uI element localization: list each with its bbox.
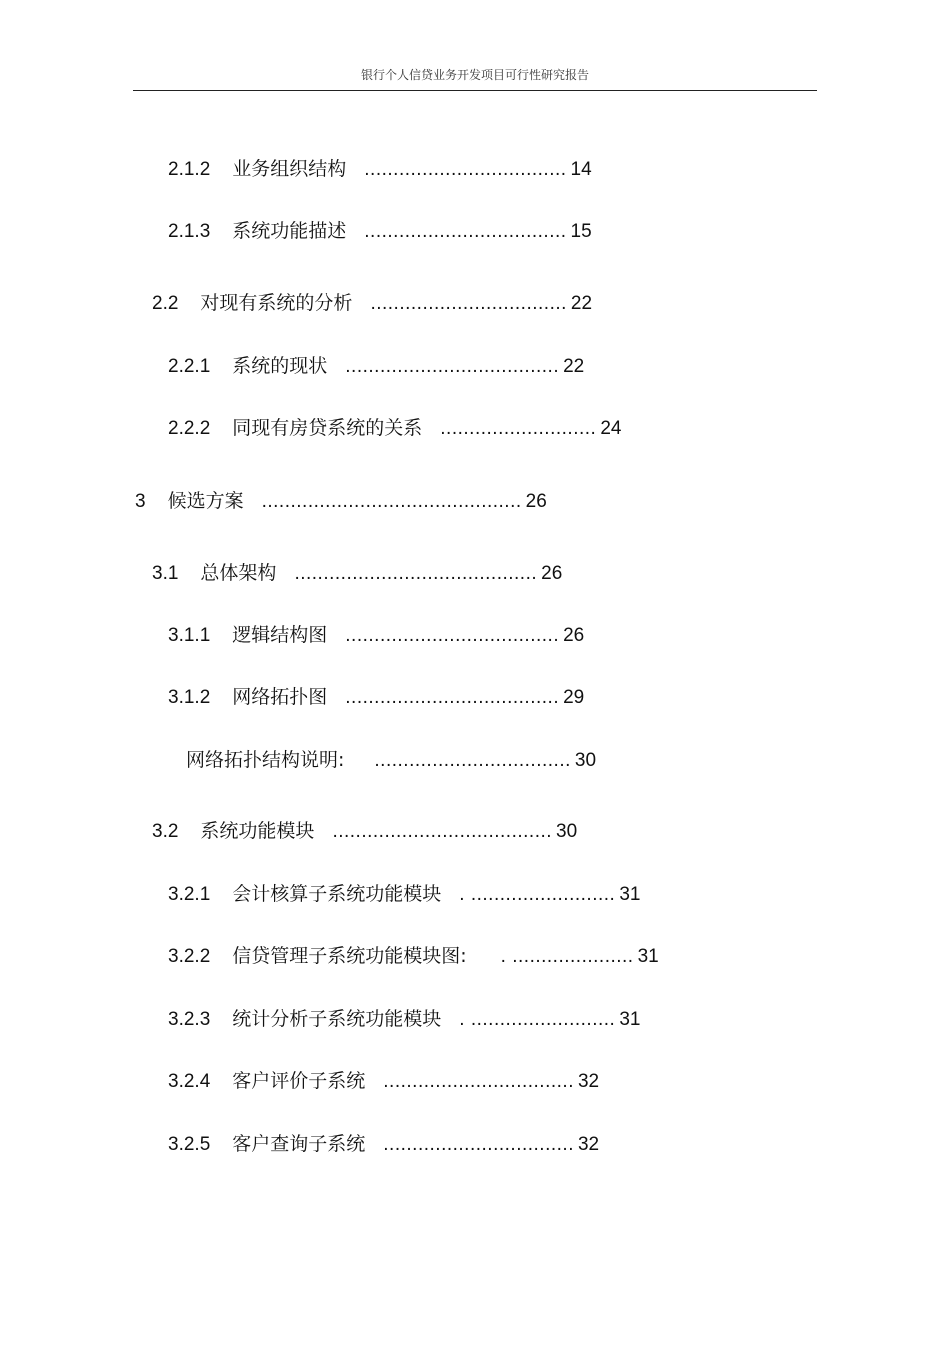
toc-leader: . ..................... [500,946,634,967]
toc-entry[interactable] [152,561,562,586]
toc-number: 2.1.2 [168,159,211,180]
header-divider [133,90,817,91]
toc-page-number: 30 [574,750,597,771]
toc-title: 网络拓扑图 [232,686,328,708]
toc-page-number: 31 [619,884,641,905]
toc-page-number: 30 [556,821,578,842]
toc-title: 同现有房贷系统的关系 [232,417,423,439]
toc-leader: ..................................... [345,625,560,646]
toc-leader: .................................. [374,750,571,771]
toc-leader: ................................... [364,159,567,180]
toc-entry[interactable] [168,1069,599,1094]
running-header-title: 银行个人信贷业务开发项目可行性研究报告 [360,68,589,82]
toc-page-number: 14 [570,159,592,180]
toc-title: 对现有系统的分析 [200,292,353,314]
toc-number: 2.2 [152,293,179,314]
toc-entry[interactable] [168,685,584,710]
toc-leader: . ......................... [459,884,616,905]
toc-number: 2.1.3 [168,221,211,242]
toc-title: 网络拓扑结构说明: [186,749,345,771]
toc-page-number: 26 [525,491,547,512]
toc-page-number: 15 [570,221,592,242]
toc-title: 业务组织结构 [232,158,347,180]
toc-number: 3 [135,491,146,512]
toc-number: 3.1 [152,563,179,584]
toc-page-number: 22 [563,356,585,377]
toc-entry[interactable] [168,944,659,969]
toc-leader: ...................................... [332,821,553,842]
toc-title: 系统功能描述 [232,220,347,242]
toc-page-number: 32 [577,1134,600,1155]
toc-entry[interactable] [152,291,592,316]
toc-page-number: 26 [541,563,563,584]
toc-page-number: 29 [563,687,585,708]
toc-number: 2.2.1 [168,356,211,377]
toc-number: 3.1.2 [168,687,211,708]
toc-leader: .................................. [370,293,567,314]
toc-entry[interactable] [168,354,584,379]
toc-leader: ............................................. [261,491,522,512]
toc-leader: ................................. [383,1071,574,1092]
toc-title: 系统的现状 [232,355,328,377]
toc-title: 信贷管理子系统功能模块图: [232,945,467,967]
toc-entry[interactable] [168,157,592,182]
toc-number: 3.2.5 [168,1134,211,1155]
toc-title: 客户查询子系统 [232,1133,366,1155]
toc-page-number: 31 [619,1009,641,1030]
toc-number: 3.2 [152,821,179,842]
toc-leader: ..................................... [345,687,560,708]
toc-number: 3.1.1 [168,625,211,646]
toc-leader: ................................. [383,1134,574,1155]
toc-entry[interactable] [135,489,547,514]
toc-leader: .......................................... [294,563,538,584]
toc-entry[interactable] [152,819,577,844]
toc-entry[interactable] [168,219,592,244]
toc-title: 逻辑结构图 [232,624,328,646]
toc-entry[interactable] [168,623,584,648]
toc-title: 候选方案 [167,490,244,512]
toc-number: 3.2.2 [168,946,211,967]
toc-page-number: 31 [637,946,659,967]
toc-leader: ................................... [364,221,567,242]
toc-number: 3.2.1 [168,884,211,905]
toc-title: 总体架构 [200,562,277,584]
toc-leader: . ......................... [459,1009,616,1030]
toc-leader: ........................... [440,418,597,439]
toc-page-number: 26 [563,625,585,646]
toc-number: 2.2.2 [168,418,211,439]
toc-entry[interactable] [186,748,596,773]
toc-title: 客户评价子系统 [232,1070,366,1092]
toc-page-number: 32 [577,1071,600,1092]
toc-title: 系统功能模块 [200,820,315,842]
toc-entry[interactable] [168,1007,640,1032]
toc-page-number: 24 [600,418,622,439]
toc-page-number: 22 [570,293,593,314]
toc-number: 3.2.3 [168,1009,211,1030]
toc-title: 会计核算子系统功能模块 [232,883,442,905]
toc-entry[interactable] [168,416,621,441]
toc-entry[interactable] [168,1132,599,1157]
toc-entry[interactable] [168,882,640,907]
toc-title: 统计分析子系统功能模块 [232,1008,442,1030]
toc-leader: ..................................... [345,356,560,377]
toc-number: 3.2.4 [168,1071,211,1092]
